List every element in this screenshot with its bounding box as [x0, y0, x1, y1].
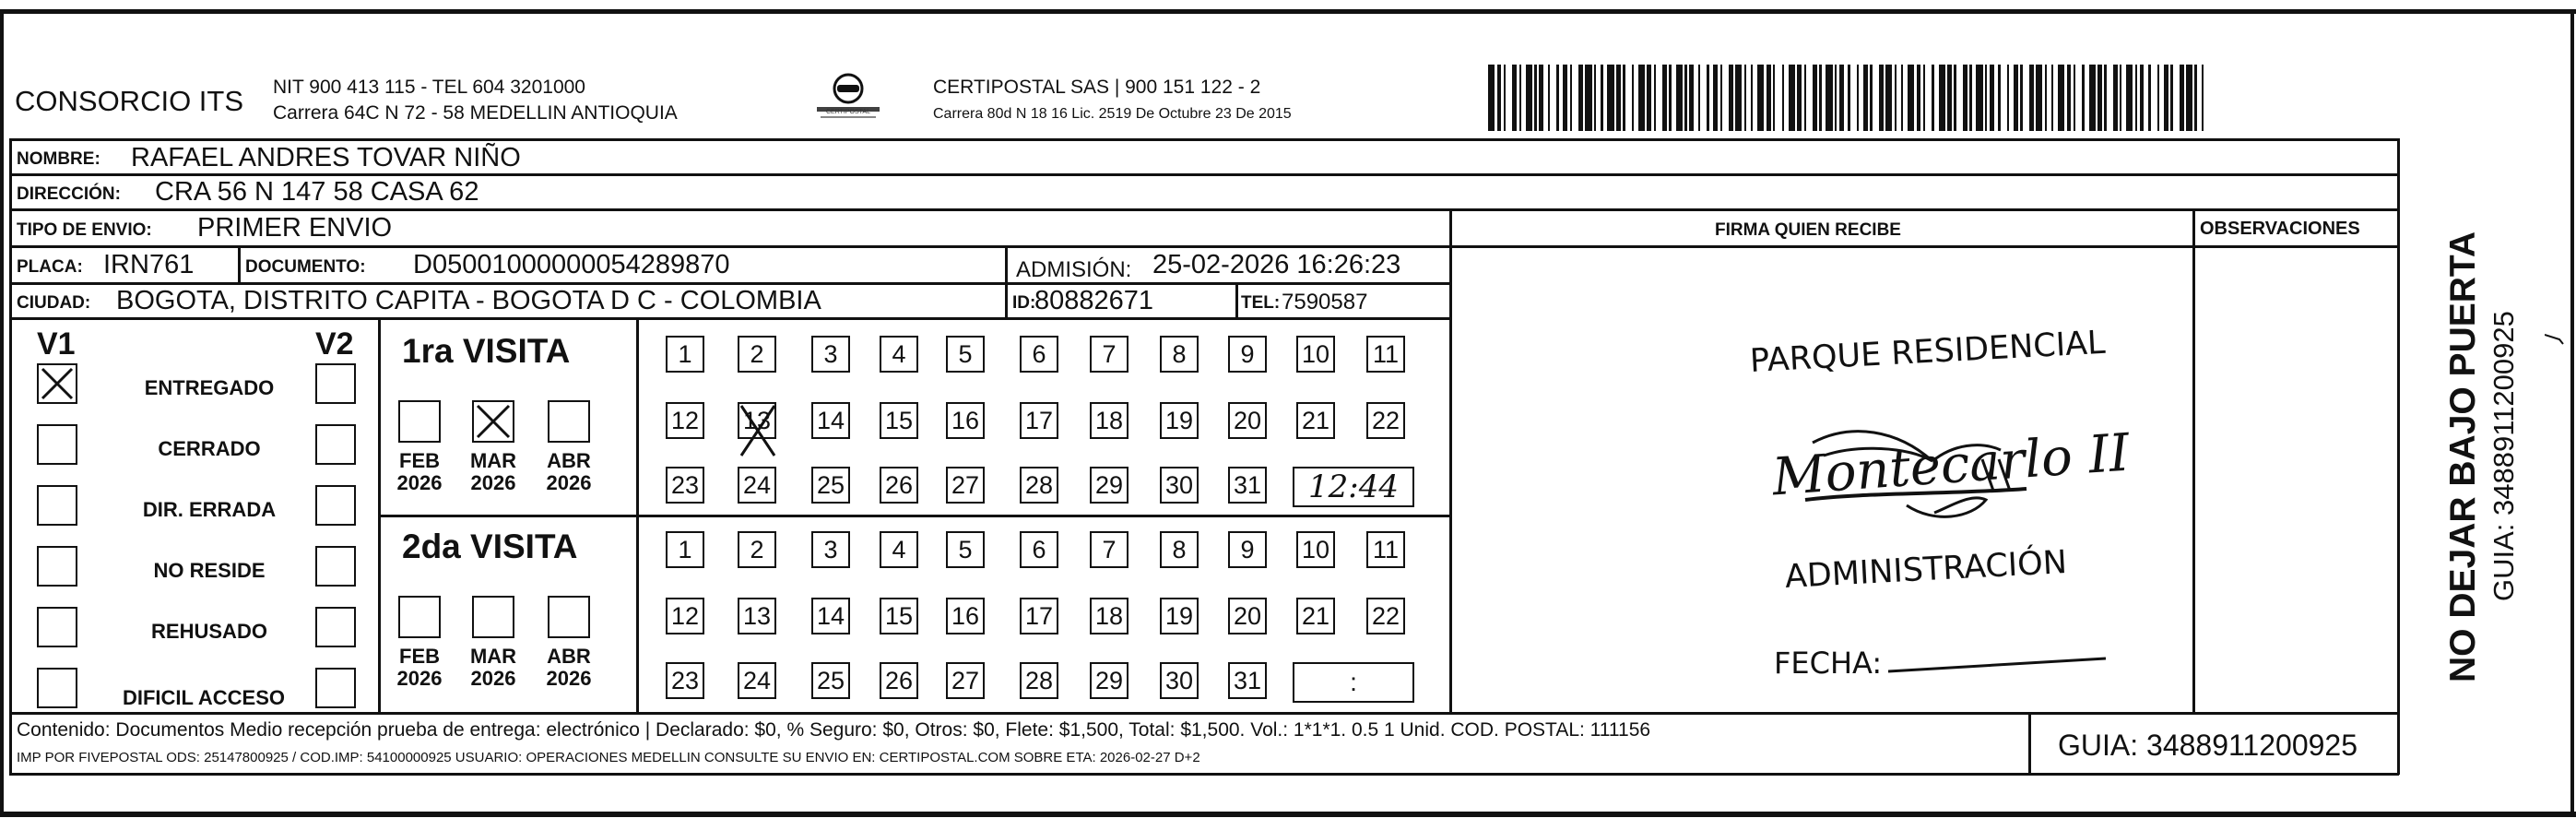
status-label: DIFICIL ACCESO [122, 686, 285, 709]
days-left [636, 317, 639, 714]
barcode-bar [1526, 65, 1532, 131]
barcode-bar [1873, 65, 1879, 131]
direccion-value: CRA 56 N 147 58 CASA 62 [155, 177, 479, 207]
v2-label: V2 [315, 326, 354, 362]
day-number: 13 [742, 406, 772, 434]
carrier-address: Carrera 80d N 18 16 Lic. 2519 De Octubre 23 De 2015 [933, 106, 1292, 122]
day-box[interactable]: 18 [1090, 598, 1128, 634]
id-value: 80882671 [1034, 286, 1154, 315]
day-box[interactable]: 23 [666, 467, 704, 504]
v2-checkbox[interactable] [315, 363, 356, 404]
month-name: ABR [547, 449, 591, 472]
barcode-bar [1976, 65, 1982, 131]
day-box[interactable]: 9 [1228, 531, 1267, 568]
obs-left [2192, 208, 2195, 714]
company-address: Carrera 64C N 72 - 58 MEDELLIN ANTIOQUIA [273, 102, 678, 124]
barcode-bar [1939, 65, 1945, 131]
v1-label: V1 [37, 326, 76, 362]
certipostal-logo [811, 70, 885, 127]
day-box[interactable]: 9 [1228, 336, 1267, 373]
top-border [0, 9, 2576, 14]
day-box[interactable]: 27 [946, 662, 985, 699]
day-box[interactable]: 25 [811, 467, 850, 504]
tipo-label: TIPO DE ENVIO: [17, 220, 152, 240]
side-guia: GUIA: 3488911200925 [2487, 311, 2520, 601]
day-box[interactable]: 6 [1020, 531, 1058, 568]
certipostal-logo-text: CERTIPOSTAL [826, 109, 870, 115]
day-mark [738, 402, 778, 466]
tipo-value: PRIMER ENVIO [197, 213, 393, 243]
month-checkbox[interactable] [548, 400, 590, 443]
day-box[interactable]: 29 [1090, 467, 1128, 504]
footer-contenido: Contenido: Documentos Medio recepción prueba de entrega: electrónico | Declarado: $0, % Seguro: $0, Otros: $0, Flete: $1,500, Total: $1,500. Vol.: 1*1*1. 0.5 1 Unid. COD. POSTAL: 111156 [17, 719, 1651, 741]
day-box[interactable]: 8 [1160, 336, 1199, 373]
time-box[interactable]: : [1293, 662, 1414, 703]
day-box[interactable]: 6 [1020, 336, 1058, 373]
tel-label: TEL: [1241, 293, 1281, 313]
barcode-bar [1607, 65, 1613, 131]
barcode-bar [1585, 65, 1591, 131]
stamp-line1: PARQUE RESIDENCIAL [1748, 324, 2107, 380]
placa-divider [238, 245, 241, 284]
day-box[interactable]: 3 [811, 336, 850, 373]
barcode-bar [1572, 65, 1578, 131]
documento-label: DOCUMENTO: [245, 257, 366, 277]
day-box[interactable]: 2 [738, 336, 776, 373]
barcode-bar [1676, 65, 1683, 131]
month-checkbox[interactable] [398, 400, 441, 443]
barcode-bar [1625, 65, 1632, 131]
visit-left [378, 317, 381, 714]
v1-checkbox[interactable] [37, 546, 77, 587]
day-box[interactable]: 17 [1020, 402, 1058, 439]
day-box[interactable]: 14 [811, 402, 850, 439]
month-label [538, 450, 599, 494]
day-box[interactable]: 15 [880, 598, 918, 634]
month-checkbox[interactable] [472, 400, 514, 443]
day-box[interactable]: 2 [738, 531, 776, 568]
day-box[interactable]: 14 [811, 598, 850, 634]
month-label [389, 646, 450, 690]
day-box[interactable]: 22 [1366, 598, 1405, 634]
barcode-bar [1908, 65, 1914, 131]
day-box[interactable]: 5 [946, 531, 985, 568]
stamp-fecha-line [1888, 651, 2106, 677]
day-box[interactable]: 12 [666, 402, 704, 439]
nombre-label: NOMBRE: [17, 149, 100, 169]
month-name: ABR [547, 645, 591, 668]
day-box[interactable]: 30 [1160, 662, 1199, 699]
barcode-bar [1925, 65, 1932, 131]
barcode-bar [1806, 65, 1813, 131]
firma-header: FIRMA QUIEN RECIBE [1715, 220, 1901, 240]
barcode-bar [2023, 65, 2029, 131]
day-box[interactable]: 12 [666, 598, 704, 634]
day-box[interactable]: 17 [1020, 598, 1058, 634]
bottom-border [0, 812, 2576, 817]
month-checkbox[interactable] [548, 596, 590, 638]
day-box[interactable]: 16 [946, 598, 985, 634]
month-year: 2026 [470, 471, 516, 495]
month-label [538, 646, 599, 690]
v2-checkbox[interactable] [315, 668, 356, 708]
visit1-title: 1ra VISITA [402, 332, 571, 370]
barcode-bar [2186, 65, 2192, 131]
status-label: CERRADO [158, 437, 261, 460]
day-box[interactable]: 31 [1228, 467, 1267, 504]
barcode-bar [2058, 65, 2064, 131]
day-box[interactable]: 22 [1366, 402, 1405, 439]
row-line-3 [9, 208, 2399, 211]
day-box[interactable]: 10 [1296, 336, 1335, 373]
month-checkbox[interactable] [398, 596, 441, 638]
day-box[interactable]: 11 [1366, 336, 1405, 373]
day-box[interactable]: 7 [1090, 336, 1128, 373]
month-label [463, 646, 524, 690]
day-box[interactable]: 7 [1090, 531, 1128, 568]
row-line-1 [9, 138, 2399, 141]
v1-checkbox[interactable] [37, 668, 77, 708]
barcode-bar [1550, 65, 1556, 131]
time-box[interactable]: 12:44 [1293, 467, 1414, 507]
right-border [2570, 9, 2574, 817]
day-box[interactable]: 26 [880, 467, 918, 504]
stamp-fecha-label: FECHA: [1774, 646, 1883, 681]
footer-imp: IMP POR FIVEPOSTAL ODS: 25147800925 / COD.IMP: 54100000925 USUARIO: OPERACIONES MEDELLIN CONSULTE SU ENVIO EN: CERTIPOSTAL.COM SOBRE ETA: 2026-02-27 D+2 [17, 750, 1200, 765]
v1-checkbox[interactable] [37, 607, 77, 647]
observaciones-header: OBSERVACIONES [2200, 219, 2360, 239]
day-box[interactable]: 26 [880, 662, 918, 699]
barcode-bar [1789, 65, 1795, 131]
v2-checkbox[interactable] [315, 607, 356, 647]
day-box[interactable]: 28 [1020, 467, 1058, 504]
day-box[interactable]: 18 [1090, 402, 1128, 439]
status-label: REHUSADO [151, 620, 267, 643]
day-box[interactable]: 1 [666, 336, 704, 373]
day-box[interactable]: 19 [1160, 598, 1199, 634]
table-bottom [9, 773, 2399, 776]
admision-value: 25-02-2026 16:26:23 [1152, 250, 1401, 279]
row-line-2 [9, 173, 2399, 176]
month-year: 2026 [470, 667, 516, 691]
placa-label: PLACA: [17, 257, 83, 277]
barcode-bar [2107, 65, 2113, 131]
day-box[interactable]: 24 [738, 467, 776, 504]
day-box[interactable]: 20 [1228, 402, 1267, 439]
placa-value: IRN761 [103, 250, 195, 279]
day-box[interactable]: 5 [946, 336, 985, 373]
v2-checkbox[interactable] [315, 485, 356, 526]
barcode-bar [1735, 65, 1742, 131]
left-border [0, 9, 4, 817]
month-label [463, 450, 524, 494]
barcode-bar [1488, 65, 1495, 131]
barcode-bar [2089, 65, 2096, 131]
side-warning: NO DEJAR BAJO PUERTA [2443, 231, 2483, 682]
barcode [1488, 65, 2216, 131]
day-box[interactable] [738, 402, 776, 439]
admision-label: ADMISIÓN: [1016, 257, 1132, 282]
barcode-bar [1656, 65, 1662, 131]
day-box[interactable]: 25 [811, 662, 850, 699]
footer-line [9, 712, 2399, 715]
barcode-bar [2075, 65, 2082, 131]
day-box[interactable]: 30 [1160, 467, 1199, 504]
footer-guia: GUIA: 3488911200925 [2058, 729, 2357, 762]
visit-divider [378, 515, 1449, 517]
month-label [389, 450, 450, 494]
day-box[interactable]: 11 [1366, 531, 1405, 568]
month-year: 2026 [396, 667, 443, 691]
company-nit: NIT 900 413 115 - TEL 604 3201000 [273, 77, 585, 98]
day-box[interactable]: 24 [738, 662, 776, 699]
day-box[interactable]: 3 [811, 531, 850, 568]
day-box[interactable]: 27 [946, 467, 985, 504]
direccion-label: DIRECCIÓN: [17, 184, 121, 204]
firma-header-line [1451, 245, 2399, 248]
nombre-value: RAFAEL ANDRES TOVAR NIÑO [131, 143, 521, 172]
tel-value: 7590587 [1282, 290, 1368, 314]
day-box[interactable]: 4 [880, 336, 918, 373]
month-year: 2026 [396, 471, 443, 495]
ciudad-value: BOGOTA, DISTRITO CAPITA - BOGOTA D C - COLOMBIA [116, 286, 821, 315]
month-year: 2026 [546, 471, 592, 495]
day-box[interactable]: 16 [946, 402, 985, 439]
status-label: DIR. ERRADA [142, 498, 277, 521]
day-box[interactable]: 31 [1228, 662, 1267, 699]
barcode-bar [1885, 65, 1892, 131]
barcode-bar [2151, 65, 2157, 131]
table-right [2397, 138, 2400, 775]
edge-mark [2545, 332, 2565, 345]
month-name: MAR [469, 645, 517, 668]
documento-value: D05001000000054289870 [413, 250, 730, 279]
barcode-bar [2036, 65, 2042, 131]
barcode-bar [1722, 65, 1729, 131]
row-line-4 [9, 245, 1449, 248]
barcode-bar [1506, 65, 1512, 131]
month-checkbox[interactable] [472, 596, 514, 638]
month-name: FEB [399, 645, 440, 668]
status-label: ENTREGADO [144, 376, 275, 399]
day-box[interactable]: 20 [1228, 598, 1267, 634]
carrier-name: CERTIPOSTAL SAS | 900 151 122 - 2 [933, 77, 1261, 98]
day-box[interactable]: 28 [1020, 662, 1058, 699]
day-box[interactable]: 21 [1296, 402, 1335, 439]
day-box[interactable]: 19 [1160, 402, 1199, 439]
barcode-bar [1700, 65, 1707, 131]
visit2-title: 2da VISITA [402, 528, 578, 565]
day-box[interactable]: 15 [880, 402, 918, 439]
company-name: CONSORCIO ITS [15, 85, 244, 117]
firma-left [1449, 208, 1452, 714]
stamp-logo-text: Montecarlo II [1770, 422, 2132, 508]
month-name: MAR [469, 449, 517, 472]
v1-checkbox[interactable] [37, 424, 77, 465]
barcode-bar [1826, 65, 1832, 131]
row-line-6 [9, 317, 1449, 320]
admision-divider [1005, 245, 1008, 319]
barcode-bar [1956, 65, 1963, 131]
guia-divider [2028, 712, 2031, 775]
month-year: 2026 [546, 667, 592, 691]
stamp-line3: ADMINISTRACIÓN [1783, 544, 2068, 596]
day-box[interactable]: 29 [1090, 662, 1128, 699]
barcode-bar [2204, 65, 2208, 131]
v1-checkbox[interactable] [37, 485, 77, 526]
barcode-bar [2126, 65, 2133, 131]
day-box[interactable]: 4 [880, 531, 918, 568]
status-label: NO RESIDE [153, 559, 266, 582]
month-name: FEB [399, 449, 440, 472]
barcode-bar [1850, 65, 1857, 131]
v2-checkbox[interactable] [315, 424, 356, 465]
v2-checkbox[interactable] [315, 546, 356, 587]
row-line-5 [9, 282, 1449, 285]
day-box[interactable]: 1 [666, 531, 704, 568]
tel-divider [1235, 282, 1238, 319]
barcode-bar [2173, 65, 2180, 131]
v1-checkbox[interactable] [37, 363, 77, 404]
ciudad-label: CIUDAD: [17, 293, 91, 313]
barcode-bar [2001, 65, 2007, 131]
day-box[interactable]: 23 [666, 662, 704, 699]
day-box[interactable]: 21 [1296, 598, 1335, 634]
table-left [9, 138, 12, 775]
barcode-bar [1638, 65, 1645, 131]
day-box[interactable]: 8 [1160, 531, 1199, 568]
day-box[interactable]: 10 [1296, 531, 1335, 568]
day-box[interactable]: 13 [738, 598, 776, 634]
barcode-bar [1757, 65, 1764, 131]
id-label: ID: [1012, 293, 1036, 313]
barcode-bar [1775, 65, 1781, 131]
